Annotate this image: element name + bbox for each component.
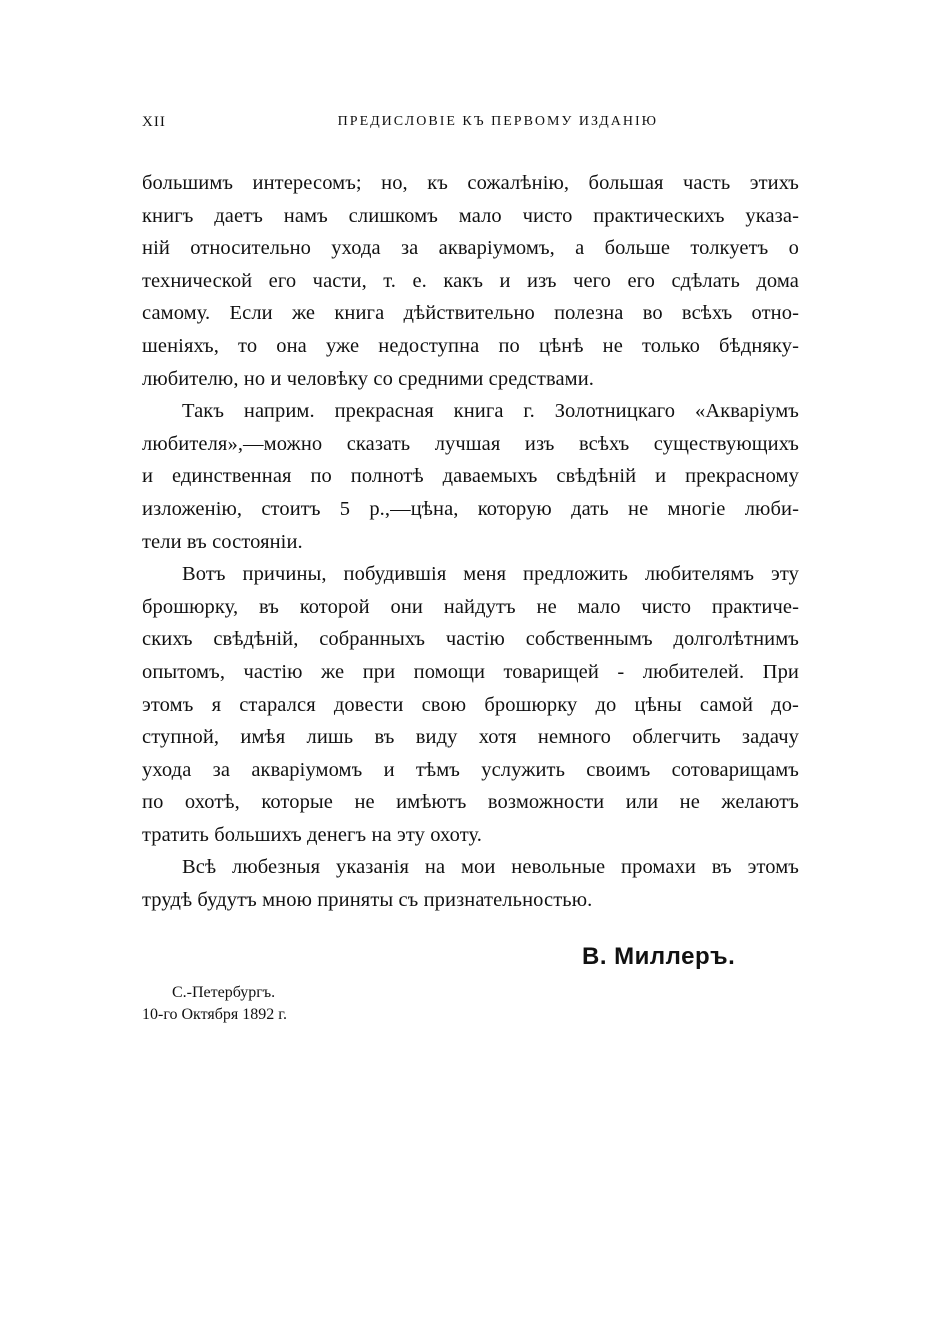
paragraph-4 — [142, 851, 799, 916]
text-line: Вотъ причины, побудившія меня предложить любителямъ эту — [182, 563, 799, 586]
text-line: ній относительно ухода за акваріумомъ, а больше толкуетъ о — [142, 237, 799, 260]
paragraph-1 — [142, 167, 799, 395]
text-line: Всѣ любезныя указанія на мои невольные промахи въ этомъ — [182, 856, 799, 879]
text-line: тели въ состояніи. — [142, 530, 303, 553]
text-line: любителю, но и человѣку со средними средствами. — [142, 367, 595, 390]
text-line: любителя»,—можно сказать лучшая изъ всѣхъ существующихъ — [142, 432, 799, 455]
text-line: этомъ я старался довести свою брошюрку до цѣны самой до- — [142, 693, 799, 716]
text-line: шеніяхъ, то она уже недоступна по цѣнѣ не только бѣдняку- — [142, 334, 799, 357]
text-line: изложенію, стоитъ 5 р.,—цѣна, которую дать не многіе люби- — [142, 497, 799, 520]
text-line: скихъ свѣдѣній, собранныхъ частію собственнымъ долголѣтнимъ — [142, 628, 799, 651]
text-line: большимъ интересомъ; но, къ сожалѣнію, большая часть этихъ — [142, 172, 799, 194]
page-number: XII — [142, 114, 166, 130]
body-text — [142, 167, 799, 917]
text-line: трудѣ будутъ мною приняты съ признательностью. — [142, 889, 593, 912]
text-line: по охотѣ, которые не имѣютъ возможности или не желаютъ — [142, 791, 799, 814]
text-line: ухода за акваріумомъ и тѣмъ услужить своимъ сотоварищамъ — [142, 758, 799, 781]
page-header — [142, 114, 658, 144]
text-line: ступной, имѣя лишь въ виду хотя немного облегчить задачу — [142, 726, 799, 749]
text-line: технической его части, т. е. какъ и изъ чего его сдѣлать дома — [142, 269, 799, 292]
paragraph-3 — [142, 558, 799, 851]
author-signature: В. Миллеръ. — [582, 943, 736, 970]
paragraph-2 — [142, 395, 799, 558]
place-date — [142, 982, 287, 1026]
text-line: книгъ даетъ намъ слишкомъ мало чисто практическихъ указа- — [142, 204, 799, 227]
text-line: Такъ наприм. прекрасная книга г. Золотницкаго «Акваріумъ — [182, 400, 799, 423]
date: 10-го Октября 1892 г. — [142, 1006, 288, 1023]
text-line: самому. Если же книга дѣйствительно полезна во всѣхъ отно- — [142, 302, 799, 325]
text-line: брошюрку, въ которой они найдутъ не мало чисто практиче- — [142, 595, 799, 618]
text-line: опытомъ, частію же при помощи товарищей - любителей. При — [142, 660, 799, 683]
text-line: тратить большихъ денегъ на эту охоту. — [142, 823, 483, 846]
text-line: и единственная по полнотѣ даваемыхъ свѣдѣній и прекрасному — [142, 465, 799, 488]
place: С.-Петербургъ. — [172, 984, 276, 1001]
running-title: ПРЕДИСЛОВІЕ КЪ ПЕРВОМУ ИЗДАНІЮ — [337, 114, 658, 129]
